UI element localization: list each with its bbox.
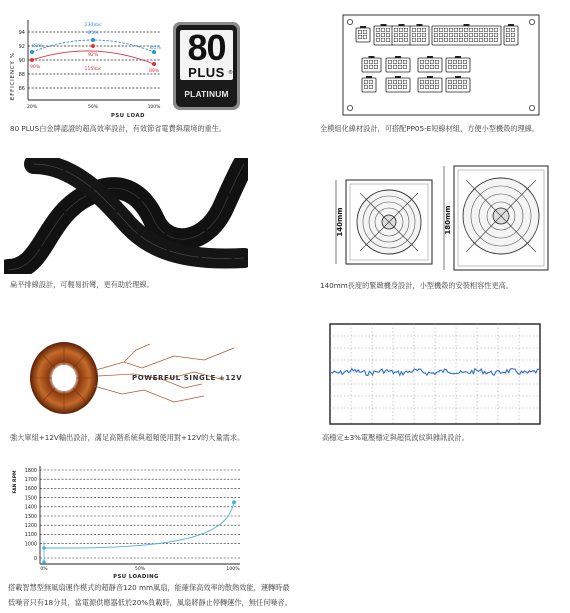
fan-ytick: 1800 xyxy=(24,468,37,474)
efficiency-ytick: 88 xyxy=(18,72,25,78)
label-115v: 115Vac xyxy=(84,67,102,72)
caption-modular: 全模組化線材設計，可搭配PP05-E短線材組，方便小型機殼的理線。 xyxy=(320,124,540,133)
fan-ytick: 0 xyxy=(33,556,37,562)
efficiency-ylabel: EFFICIENCY % xyxy=(10,51,16,101)
fan-point xyxy=(42,546,46,550)
badge-plus: PLUS xyxy=(188,65,225,80)
fan-rpm-chart xyxy=(8,462,248,580)
flat-cable-illustration xyxy=(4,158,248,274)
fan-xtick: 0% xyxy=(40,567,48,572)
80plus-platinum-badge xyxy=(173,22,240,110)
efficiency-point-230v xyxy=(91,38,95,42)
fan-ytick: 1300 xyxy=(24,514,37,520)
caption-fan-line-1: 搭載智慧型無風扇運作模式的超靜音120 mm風扇，能確保高效率的散熱效能，運轉時最 xyxy=(8,583,290,592)
connector-cpu xyxy=(410,24,429,45)
size-label-140mm: 140mm xyxy=(336,207,344,237)
psu-size-illustration xyxy=(330,160,552,278)
connector-pcie xyxy=(418,56,442,72)
efficiency-point-115v xyxy=(30,58,34,62)
label-115v: 90% xyxy=(30,65,41,70)
label-230v: Ø1% xyxy=(32,44,43,49)
label-230v: Ø1% xyxy=(150,46,161,51)
fan-chart-xlabel: PSU LOADING xyxy=(113,574,159,580)
badge-registered: ® xyxy=(228,70,233,76)
connector-cpu xyxy=(392,24,411,45)
fan-point xyxy=(42,560,46,564)
connector-pcie xyxy=(362,56,381,72)
caption-efficiency: 80 PLUS白金牌認證的超高效率設計，有效節省電費與環境的重生。 xyxy=(10,124,227,133)
connector-cpu xyxy=(374,24,393,45)
efficiency-chart xyxy=(8,16,168,120)
caption-ripple: 高穩定±3%電壓穩定與超低波紋與雜訊設計。 xyxy=(322,433,469,442)
single-rail-label: POWERFUL SINGLE +12V xyxy=(132,374,243,382)
label-115v: 92% xyxy=(88,53,99,58)
connector-peripheral xyxy=(418,76,442,92)
caption-size: 140mm長度的緊緻機身設計，小型機殼的安裝相容性更高。 xyxy=(320,281,514,290)
badge-number: 80 xyxy=(187,27,226,68)
efficiency-ytick: 92 xyxy=(18,44,25,50)
efficiency-ytick: 90 xyxy=(18,58,25,64)
size-label-180mm: 180mm xyxy=(444,205,452,235)
label-115v: 89% xyxy=(149,69,160,74)
connector-peripheral xyxy=(386,76,410,92)
fan-ytick: 1700 xyxy=(24,478,37,483)
efficiency-point-230v xyxy=(30,50,34,54)
badge-tier: PLATINUM xyxy=(184,89,229,99)
label-230v: Ø5% xyxy=(87,31,99,36)
fan-ytick: 1100 xyxy=(24,533,37,539)
label-230v: 230Vac xyxy=(84,23,102,28)
fan-ytick: 1400 xyxy=(24,505,37,511)
modular-panel-illustration xyxy=(342,14,542,118)
connector-pcie xyxy=(446,56,470,72)
fan-ytick: 1000 xyxy=(24,542,37,548)
connector-peripheral xyxy=(362,76,376,92)
fan-ytick: 1200 xyxy=(24,524,37,529)
caption-rail: 強大單組+12V輸出設計，滿足高階系統與超頻使用對+12V的大量需求。 xyxy=(10,433,245,442)
efficiency-point-115v xyxy=(91,44,95,48)
connector-peripheral xyxy=(446,76,470,92)
efficiency-ytick: 86 xyxy=(18,86,25,92)
efficiency-xlabel: PSU LOAD xyxy=(110,113,146,119)
fan-chart-ylabel: FAN RPM xyxy=(13,470,18,494)
caption-fan-line-2: 低噪音只有18分貝，當電源供應器低於20%負載時，風扇將靜止停轉運作，無任何噪音。 xyxy=(8,598,292,607)
fan-point xyxy=(232,500,236,504)
fan-xtick: 50% xyxy=(134,567,146,572)
efficiency-point-115v xyxy=(152,62,156,66)
ripple-oscilloscope xyxy=(329,323,541,425)
efficiency-xtick: 20% xyxy=(26,105,38,110)
connector-6pin xyxy=(504,24,518,45)
caption-flat-cable: 扁平排線設計，可輕易折彎，更有助於理線。 xyxy=(10,280,154,289)
connector-4pin xyxy=(356,26,370,42)
efficiency-xtick: 50% xyxy=(87,105,99,110)
single-rail-illustration xyxy=(24,330,274,426)
fan-ytick: 1600 xyxy=(24,487,37,493)
fan-ytick: 1500 xyxy=(24,496,37,502)
connector-pcie xyxy=(386,56,410,72)
connector-atx-24pin xyxy=(432,24,501,45)
fan-xtick: 100% xyxy=(226,567,240,572)
efficiency-ytick: 94 xyxy=(18,30,25,36)
efficiency-xtick: 100% xyxy=(147,105,161,110)
